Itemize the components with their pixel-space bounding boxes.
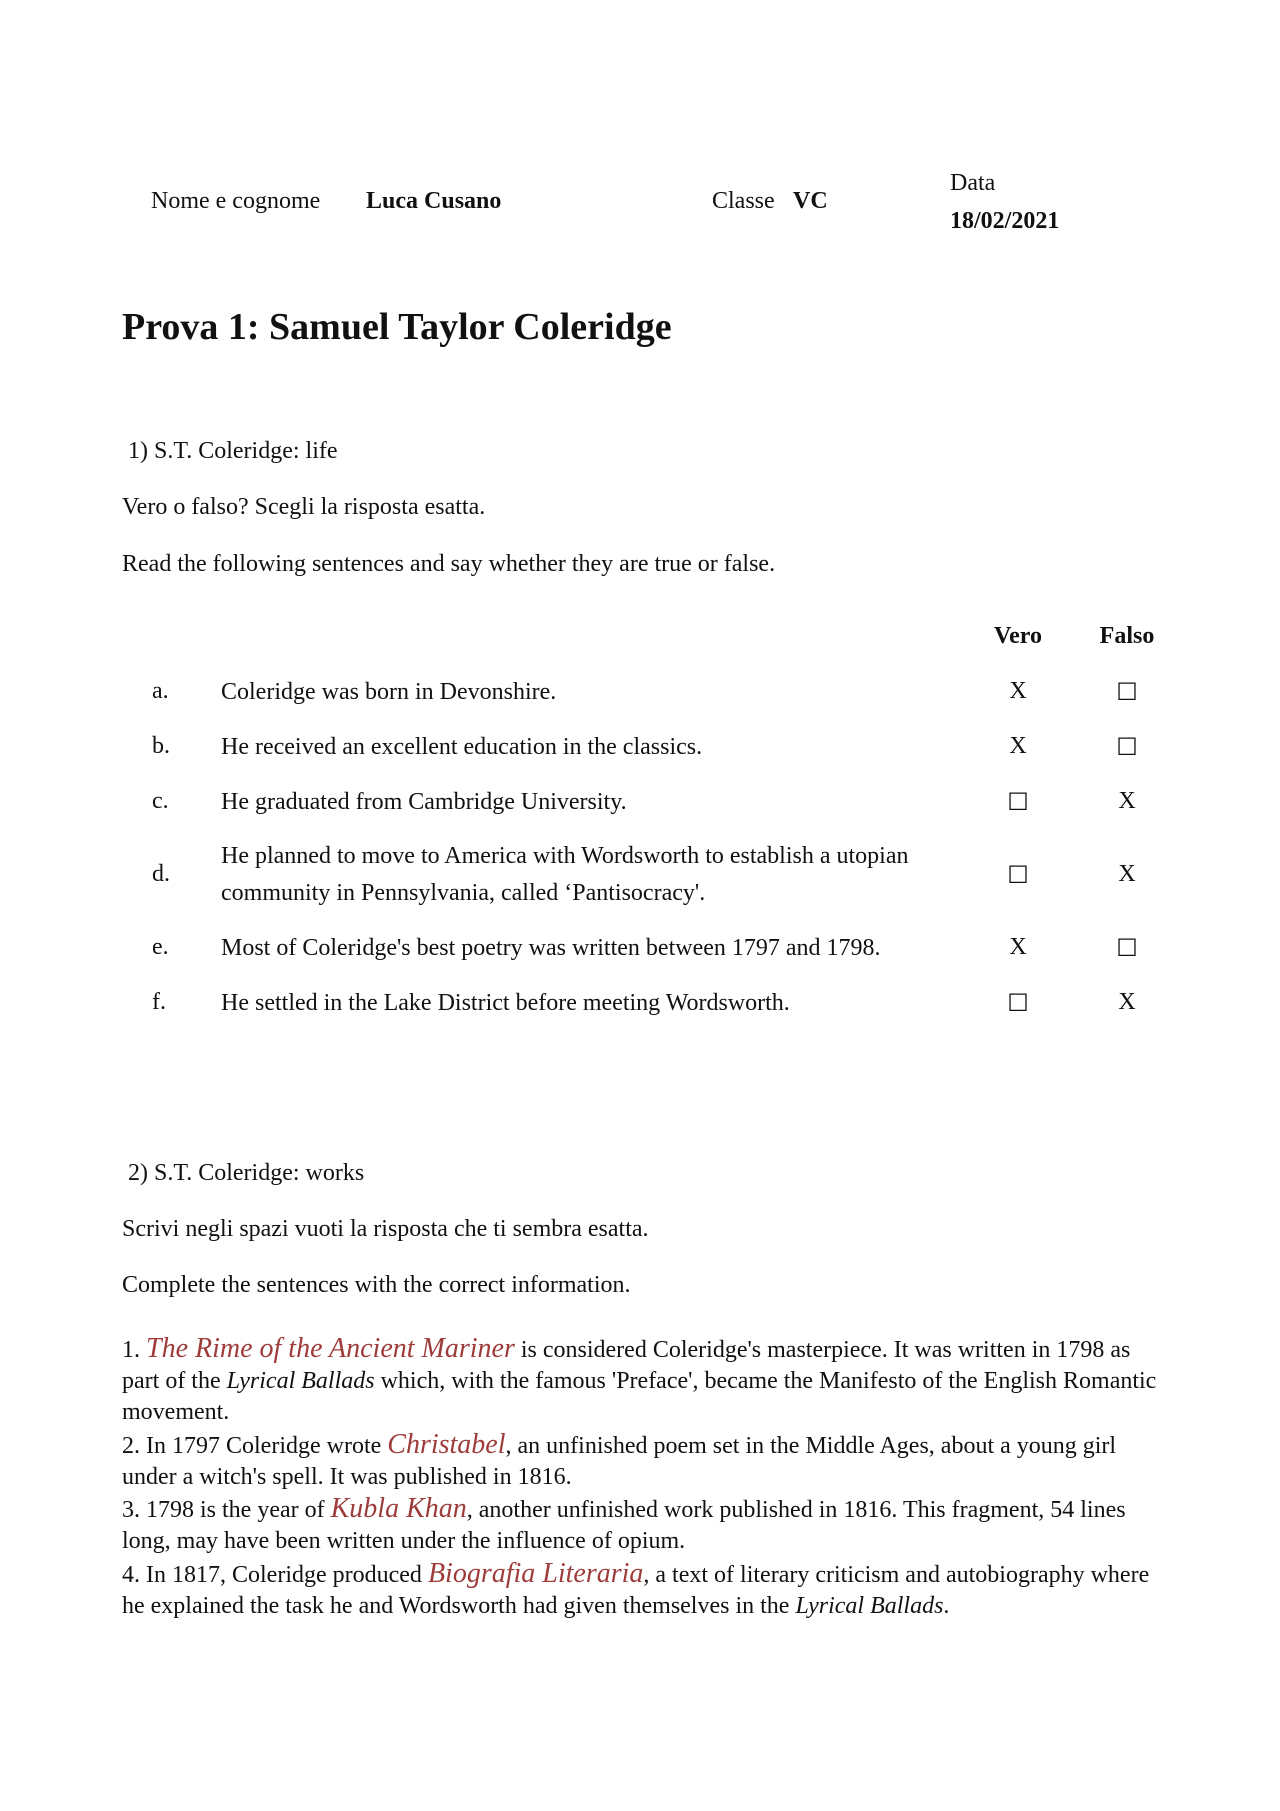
sentence-text: 3. 1798 is the year of: [122, 1497, 331, 1523]
italic-title: Lyrical Ballads: [795, 1593, 944, 1619]
vero-mark[interactable]: X: [1009, 678, 1027, 704]
item-text: He graduated from Cambridge University.: [221, 789, 627, 815]
vero-mark[interactable]: ☐: [1007, 790, 1029, 816]
item-text: Most of Coleridge's best poetry was written between 1797 and 1798.: [221, 935, 881, 961]
item-letter: e.: [152, 934, 169, 960]
sentence-text: is considered Coleridge's masterpiece. It was written in 1798 as part of the: [122, 1337, 1131, 1394]
sentence-text: , another unfinished work published in 1816. This fragment, 54 lines long, may have been written under the influence of opium.: [122, 1497, 1126, 1554]
item-text: Coleridge was born in Devonshire.: [221, 679, 557, 705]
sentence-text: , a text of literary criticism and autobiography where he explained the task he and Wordsworth had given themselves in the: [122, 1562, 1150, 1619]
section2-instruction-it: Scrivi negli spazi vuoti la risposta che ti sembra esatta.: [122, 1216, 649, 1242]
falso-mark[interactable]: ☐: [1116, 936, 1138, 962]
sentence-2: [122, 1429, 1172, 1493]
sentence-4: [122, 1558, 1172, 1622]
answer-text: Biografia Literaria: [427, 1558, 644, 1589]
item-text: He received an excellent education in the classics.: [221, 734, 703, 760]
answer-text: The Rime of the Ancient Mariner: [146, 1333, 515, 1364]
date-value: 18/02/2021: [950, 208, 1060, 234]
page-title: Prova 1: Samuel Taylor Coleridge: [122, 306, 672, 348]
sentence-3: [122, 1493, 1172, 1557]
sentence-text: .: [943, 1593, 950, 1619]
sentence-text: , an unfinished poem set in the Middle Ages, about a young girl under a witch's spell. It was published in 1816.: [122, 1433, 1117, 1490]
falso-mark[interactable]: ☐: [1116, 735, 1138, 761]
item-letter: a.: [152, 678, 169, 704]
section1-instruction-en: Read the following sentences and say whether they are true or false.: [122, 551, 776, 577]
falso-mark[interactable]: X: [1118, 788, 1136, 814]
falso-mark[interactable]: X: [1118, 861, 1136, 887]
item-letter: b.: [152, 733, 170, 759]
date-label: Data: [950, 170, 996, 196]
falso-mark[interactable]: ☐: [1116, 680, 1138, 706]
item-text: He planned to move to America with Wordsworth to establish a utopian community in Pennsylvania, called ‘Pantisocracy'.: [221, 843, 909, 906]
vero-mark[interactable]: ☐: [1007, 991, 1029, 1017]
falso-mark[interactable]: X: [1118, 989, 1136, 1015]
sentence-text: 1.: [122, 1337, 146, 1363]
vero-mark[interactable]: X: [1009, 733, 1027, 759]
section1-heading: 1) S.T. Coleridge: life: [128, 438, 338, 464]
sentence-1: [122, 1333, 1172, 1428]
sentence-text: 2. In 1797 Coleridge wrote: [122, 1433, 388, 1459]
section2-heading: 2) S.T. Coleridge: works: [128, 1160, 365, 1186]
item-letter: d.: [152, 861, 170, 887]
class-label: Classe: [712, 188, 775, 214]
vero-mark[interactable]: ☐: [1007, 863, 1029, 889]
item-letter: c.: [152, 788, 169, 814]
vero-mark[interactable]: X: [1009, 934, 1027, 960]
name-label: Nome e cognome: [151, 188, 321, 214]
name-value: Luca Cusano: [366, 188, 502, 214]
column-falso: Falso: [1099, 623, 1155, 649]
section2-instruction-en: Complete the sentences with the correct information.: [122, 1272, 631, 1298]
item-text: He settled in the Lake District before meeting Wordsworth.: [221, 990, 790, 1016]
column-vero: Vero: [994, 623, 1042, 649]
section1-instruction-it: Vero o falso? Scegli la risposta esatta.: [122, 494, 486, 520]
sentence-text: which, with the famous 'Preface', became the Manifesto of the English Romantic movement.: [122, 1368, 1157, 1425]
italic-title: Lyrical Ballads: [226, 1368, 375, 1394]
answer-text: Kubla Khan: [330, 1493, 467, 1524]
item-letter: f.: [152, 989, 166, 1015]
sentence-text: 4. In 1817, Coleridge produced: [122, 1562, 428, 1588]
class-value: VC: [793, 188, 828, 214]
answer-text: Christabel: [387, 1429, 506, 1460]
